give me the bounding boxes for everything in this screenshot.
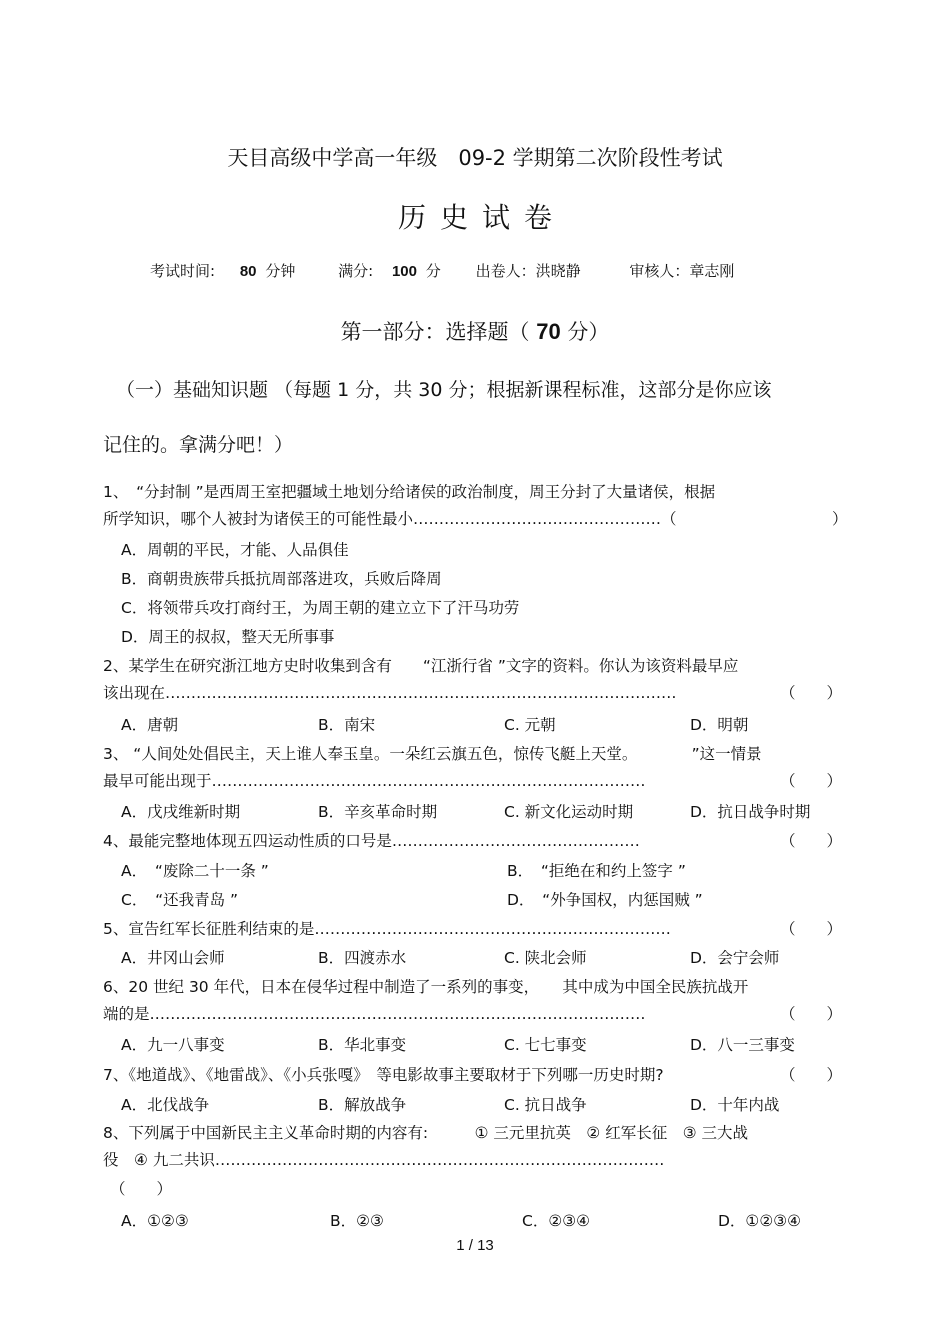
question-6-option-d: D．八一三事变 (690, 1036, 795, 1054)
question-3-option-b: B．辛亥革命时期 (318, 803, 438, 821)
question-7-option-c: C. 抗日战争 (504, 1096, 587, 1114)
author: 出卷人：洪晓静 (475, 262, 581, 280)
question-7-option-d: D．十年内战 (690, 1096, 780, 1114)
question-1-line1: 1、 “分封制 ”是西周王室把疆域土地划分给诸侯的政治制度，周王分封了大量诸侯，根据 (103, 483, 716, 501)
question-7-line1: 7、《地道战》、《地雷战》、《小兵张嘎》 等电影故事主要取材于下列哪一历史时期? (103, 1066, 664, 1084)
question-6-option-b: B．华北事变 (318, 1036, 407, 1054)
question-1-option-b: B．商朝贵族带兵抵抗周部落进攻，兵败后降周 (121, 570, 442, 588)
question-8-line2: 役 ④ 九二共识…………………………………………………………………………… (103, 1151, 665, 1169)
part-score: 70 (536, 319, 561, 344)
question-1-paren-close: ） (832, 510, 848, 528)
question-2-line2: 该出现在……………………………………………………………………………………… (103, 684, 677, 702)
time-label: 考试时间: (150, 262, 216, 280)
question-3-line2: 最早可能出现于………………………………………………………………………… (103, 772, 646, 790)
exam-meta (150, 260, 734, 281)
question-2-option-d: D．明朝 (690, 716, 749, 734)
reviewer: 审核人：章志刚 (629, 262, 735, 280)
question-6-line1: 6、20 世纪 30 年代，日本在侵华过程中制造了一系列的事变， 其中成为中国全民族抗战开 (103, 978, 749, 996)
question-8-option-d: D．①②③④ (718, 1212, 802, 1230)
question-4-line1: 4、最能完整地体现五四运动性质的口号是………………………………………… (103, 832, 640, 850)
question-3-option-a: A．戊戌维新时期 (121, 803, 241, 821)
question-1-option-c: C．将领带兵攻打商纣王，为周王朝的建立立下了汗马功劳 (121, 599, 520, 617)
question-2-line1: 2、某学生在研究浙江地方史时收集到含有 “江浙行省 ”文字的资料。你认为该资料最早应 (103, 657, 739, 675)
question-5-option-d: D．会宁会师 (690, 949, 780, 967)
question-5-line1: 5、宣告红军长征胜利结束的是…………………………………………………………… (103, 920, 671, 938)
question-2-paren: （ ） (780, 684, 843, 702)
question-8-option-b: B．②③ (330, 1212, 384, 1230)
score-unit: 分 (425, 262, 441, 280)
question-1-option-a: A．周朝的平民，才能、人品俱佳 (121, 541, 349, 559)
score-label: 满分: (338, 262, 374, 280)
question-7-option-a: A．北伐战争 (121, 1096, 210, 1114)
part-suffix: 分） (567, 320, 610, 344)
question-1-line2: 所学知识，哪个人被封为诸侯王的可能性最小…………………………………………（ (103, 510, 677, 528)
question-4-option-d: D． “外争国权，内惩国贼 ” (507, 891, 703, 909)
question-5-option-a: A．井冈山会师 (121, 949, 225, 967)
question-2-option-a: A．唐朝 (121, 716, 179, 734)
question-2-option-b: B．南宋 (318, 716, 376, 734)
question-5-paren: （ ） (780, 920, 843, 938)
question-4-option-b: B． “拒绝在和约上签字 ” (507, 862, 686, 880)
score-value: 100 (391, 263, 417, 280)
question-7-option-b: B．解放战争 (318, 1096, 407, 1114)
question-6-option-a: A．九一八事变 (121, 1036, 225, 1054)
question-8-option-c: C．②③④ (522, 1212, 591, 1230)
time-value: 80 (239, 263, 257, 280)
question-3-line1: 3、 “人间处处倡民主，天上谁人奉玉皇。一朵红云旗五色，惊传飞艇上天堂。 ”这一情景 (103, 745, 762, 763)
page-number: 1 / 13 (456, 1237, 494, 1254)
section-heading-line1: （一）基础知识题 （每题 1 分，共 30 分；根据新课程标准，这部分是你应该 (116, 379, 772, 401)
question-6-option-c: C. 七七事变 (504, 1036, 587, 1054)
question-5-option-b: B．四渡赤水 (318, 949, 407, 967)
question-4-option-c: C． “还我青岛 ” (121, 891, 239, 909)
question-7-paren: （ ） (780, 1066, 843, 1084)
part-heading (0, 316, 950, 346)
question-8-option-a: A．①②③ (121, 1212, 189, 1230)
question-6-line2: 端的是…………………………………………………………………………………… (103, 1005, 646, 1023)
question-4-option-a: A． “废除二十一条 ” (121, 862, 269, 880)
subject-title: 历史试卷 (397, 201, 566, 234)
question-8-paren: （ ） (110, 1180, 173, 1198)
exam-title: 天目高级中学高一年级 09-2 学期第二次阶段性考试 (227, 146, 723, 170)
time-unit: 分钟 (265, 262, 296, 280)
question-5-option-c: C. 陕北会师 (504, 949, 587, 967)
section-heading-line2: 记住的。拿满分吧！） (103, 434, 294, 456)
question-3-option-d: D．抗日战争时期 (690, 803, 811, 821)
question-1-option-d: D．周王的叔叔，整天无所事事 (121, 628, 335, 646)
part-prefix: 第一部分：选择题（ (340, 320, 530, 344)
question-4-paren: （ ） (780, 832, 843, 850)
question-8-line1: 8、下列属于中国新民主主义革命时期的内容有: ① 三元里抗英 ② 红军长征 ③ 三大战 (103, 1124, 749, 1142)
question-2-option-c: C. 元朝 (504, 716, 556, 734)
question-3-option-c: C. 新文化运动时期 (504, 803, 634, 821)
question-6-paren: （ ） (780, 1005, 843, 1023)
question-3-paren: （ ） (780, 772, 843, 790)
